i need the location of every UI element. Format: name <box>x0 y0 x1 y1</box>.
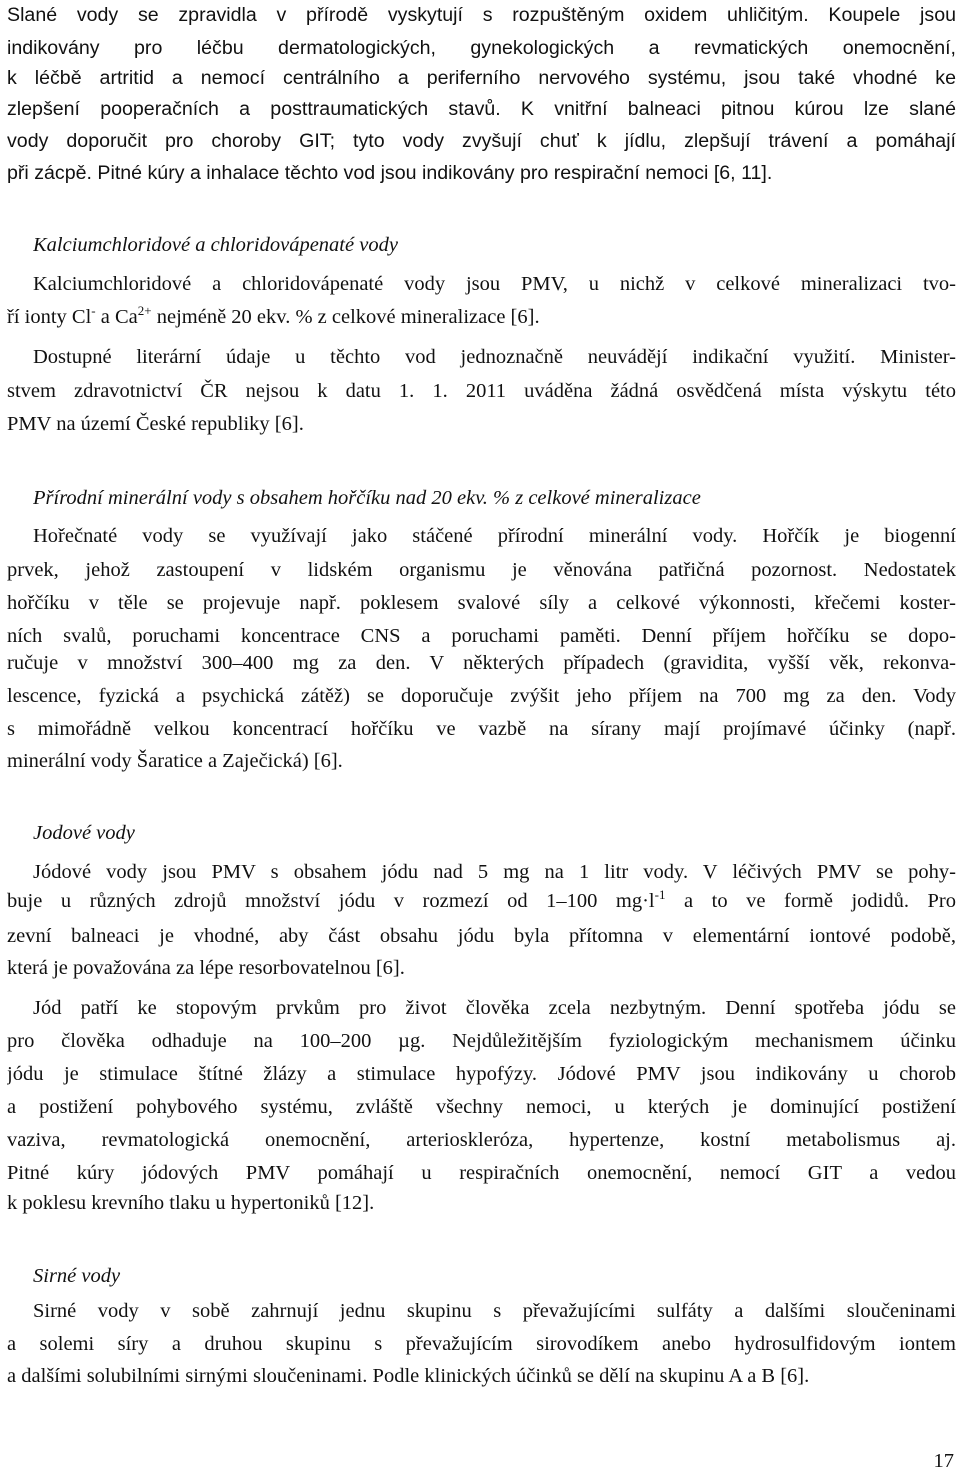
text-line: při zácpě. Pitné kúry a inhalace těchto vod jsou indikovány pro respirační nemoci [6, 11]. <box>7 162 773 184</box>
text-line: k poklesu krevního tlaku u hypertoniků [12]. <box>7 1192 375 1214</box>
text-line: Slané vody se zpravidla v přírodě vyskytují s rozpuštěným oxidem uhličitým. Koupele jsou <box>7 4 956 26</box>
text-line: ručuje v množství 300–400 mg za den. V některých případech (gravidita, vyšší věk, rekonva- <box>7 652 956 674</box>
text-line: vody doporučit pro choroby GIT; tyto vody zvyšují chuť k jídlu, zlepšují trávení a pomáhají <box>7 130 956 152</box>
text-line: ří ionty Cl- a $Ca^{2+}$ nejméně 20 ekv. % z celkové mineralizace [6]. <box>7 303 540 328</box>
text-line: a dalšími solubilními sirnými sloučeninami. Podle klinických účinků se dělí na skupinu A a B [6]. <box>7 1365 810 1387</box>
text-line: minerální vody Šaratice a Zaječická) [6]. <box>7 750 343 772</box>
section-heading: Kalciumchloridové a chloridovápenaté vody <box>33 234 398 256</box>
text-line: lescence, fyzická a psychická zátěž) se doporučuje zvýšit jeho příjem na 700 mg za den. Vody <box>7 685 956 707</box>
text-line: hořčíku v těle se projevuje např. poklesem svalové síly a celkové výkonnosti, křečemi koster- <box>7 592 956 614</box>
text-line: Pitné kúry jódových PMV pomáhají u respiračních onemocnění, nemocí GIT a vedou <box>7 1162 956 1184</box>
text-line: zlepšení pooperačních a posttraumatických stavů. K vnitřní balneaci pitnou kúrou lze slané <box>7 98 956 120</box>
text-line: Hořečnaté vody se využívají jako stáčené přírodní minerální vody. Hořčík je biogenní <box>33 525 956 547</box>
text-line: která je považována za lépe resorbovatelnou [6]. <box>7 957 405 979</box>
text-line: pro člověka odhaduje na 100–200 µg. Nejdůležitějším fyziologickým mechanismem účinku <box>7 1030 956 1052</box>
text-line: a solemi síry a druhou skupinu s převažujícím sirovodíkem anebo hydrosulfidovým iontem <box>7 1333 956 1355</box>
text-line: PMV na území České republiky [6]. <box>7 413 304 435</box>
text-line: s mimořádně velkou koncentrací hořčíku ve vazbě na sírany mají projímavé účinky (např. <box>7 718 956 740</box>
text-line: jódu je stimulace štítné žlázy a stimulace hypofýzy. Jódové PMV jsou indikovány u chorob <box>7 1063 956 1085</box>
text-line: stvem zdravotnictví ČR nejsou k datu 1. 1. 2011 uváděna žádná osvědčená místa výskytu této <box>7 380 956 402</box>
section-heading: Sirné vody <box>33 1265 121 1287</box>
text-line: indikovány pro léčbu dermatologických, gynekologických a revmatických onemocnění, <box>7 37 956 59</box>
text-line: Jódové vody jsou PMV s obsahem jódu nad 5 mg na 1 litr vody. V léčivých PMV se pohy- <box>33 861 956 883</box>
text-line: ních svalů, poruchami koncentrace CNS a poruchami paměti. Denní příjem hořčíku se dopo- <box>7 625 956 647</box>
text-line: a postižení pohybového systému, zvláště všechny nemoci, u kterých je dominující postižení <box>7 1096 956 1118</box>
text-line: zevní balneaci je vhodné, aby část obsahu jódu byla přítomna v elementární iontové podobě, <box>7 925 956 947</box>
text-line: Kalciumchloridové a chloridovápenaté vody jsou PMV, u nichž v celkové mineralizaci tvo- <box>33 273 956 295</box>
text-line: Jód patří ke stopovým prvkům pro život člověka zcela nezbytným. Denní spotřeba jódu se <box>33 997 956 1019</box>
text-line: buje u různých zdrojů množství jódu v rozmezí od 1–100 $mg\cdot l^{-1}$ a to ve formě jodidů. Pro <box>7 887 956 912</box>
section-heading: Jodové vody <box>33 822 135 844</box>
text-line: Sirné vody v sobě zahrnují jednu skupinu s převažujícími sulfáty a dalšími sloučeninami <box>33 1300 956 1322</box>
text-line: vaziva, revmatologická onemocnění, arterioskleróza, hypertenze, kostní metabolismus aj. <box>7 1129 956 1151</box>
text-line: k léčbě artritid a nemocí centrálního a periferního nervového systému, jsou také vhodné ke <box>7 67 956 89</box>
text-line: Dostupné literární údaje u těchto vod jednoznačně neuvádějí indikační využití. Minister- <box>33 346 956 368</box>
section-heading: Přírodní minerální vody s obsahem hořčíku nad 20 ekv. % z celkové mineralizace <box>33 487 701 509</box>
page-number: 17 <box>933 1450 954 1472</box>
text-line: prvek, jehož zastoupení v lidském organismu je věnována patřičná pozornost. Nedostatek <box>7 559 956 581</box>
